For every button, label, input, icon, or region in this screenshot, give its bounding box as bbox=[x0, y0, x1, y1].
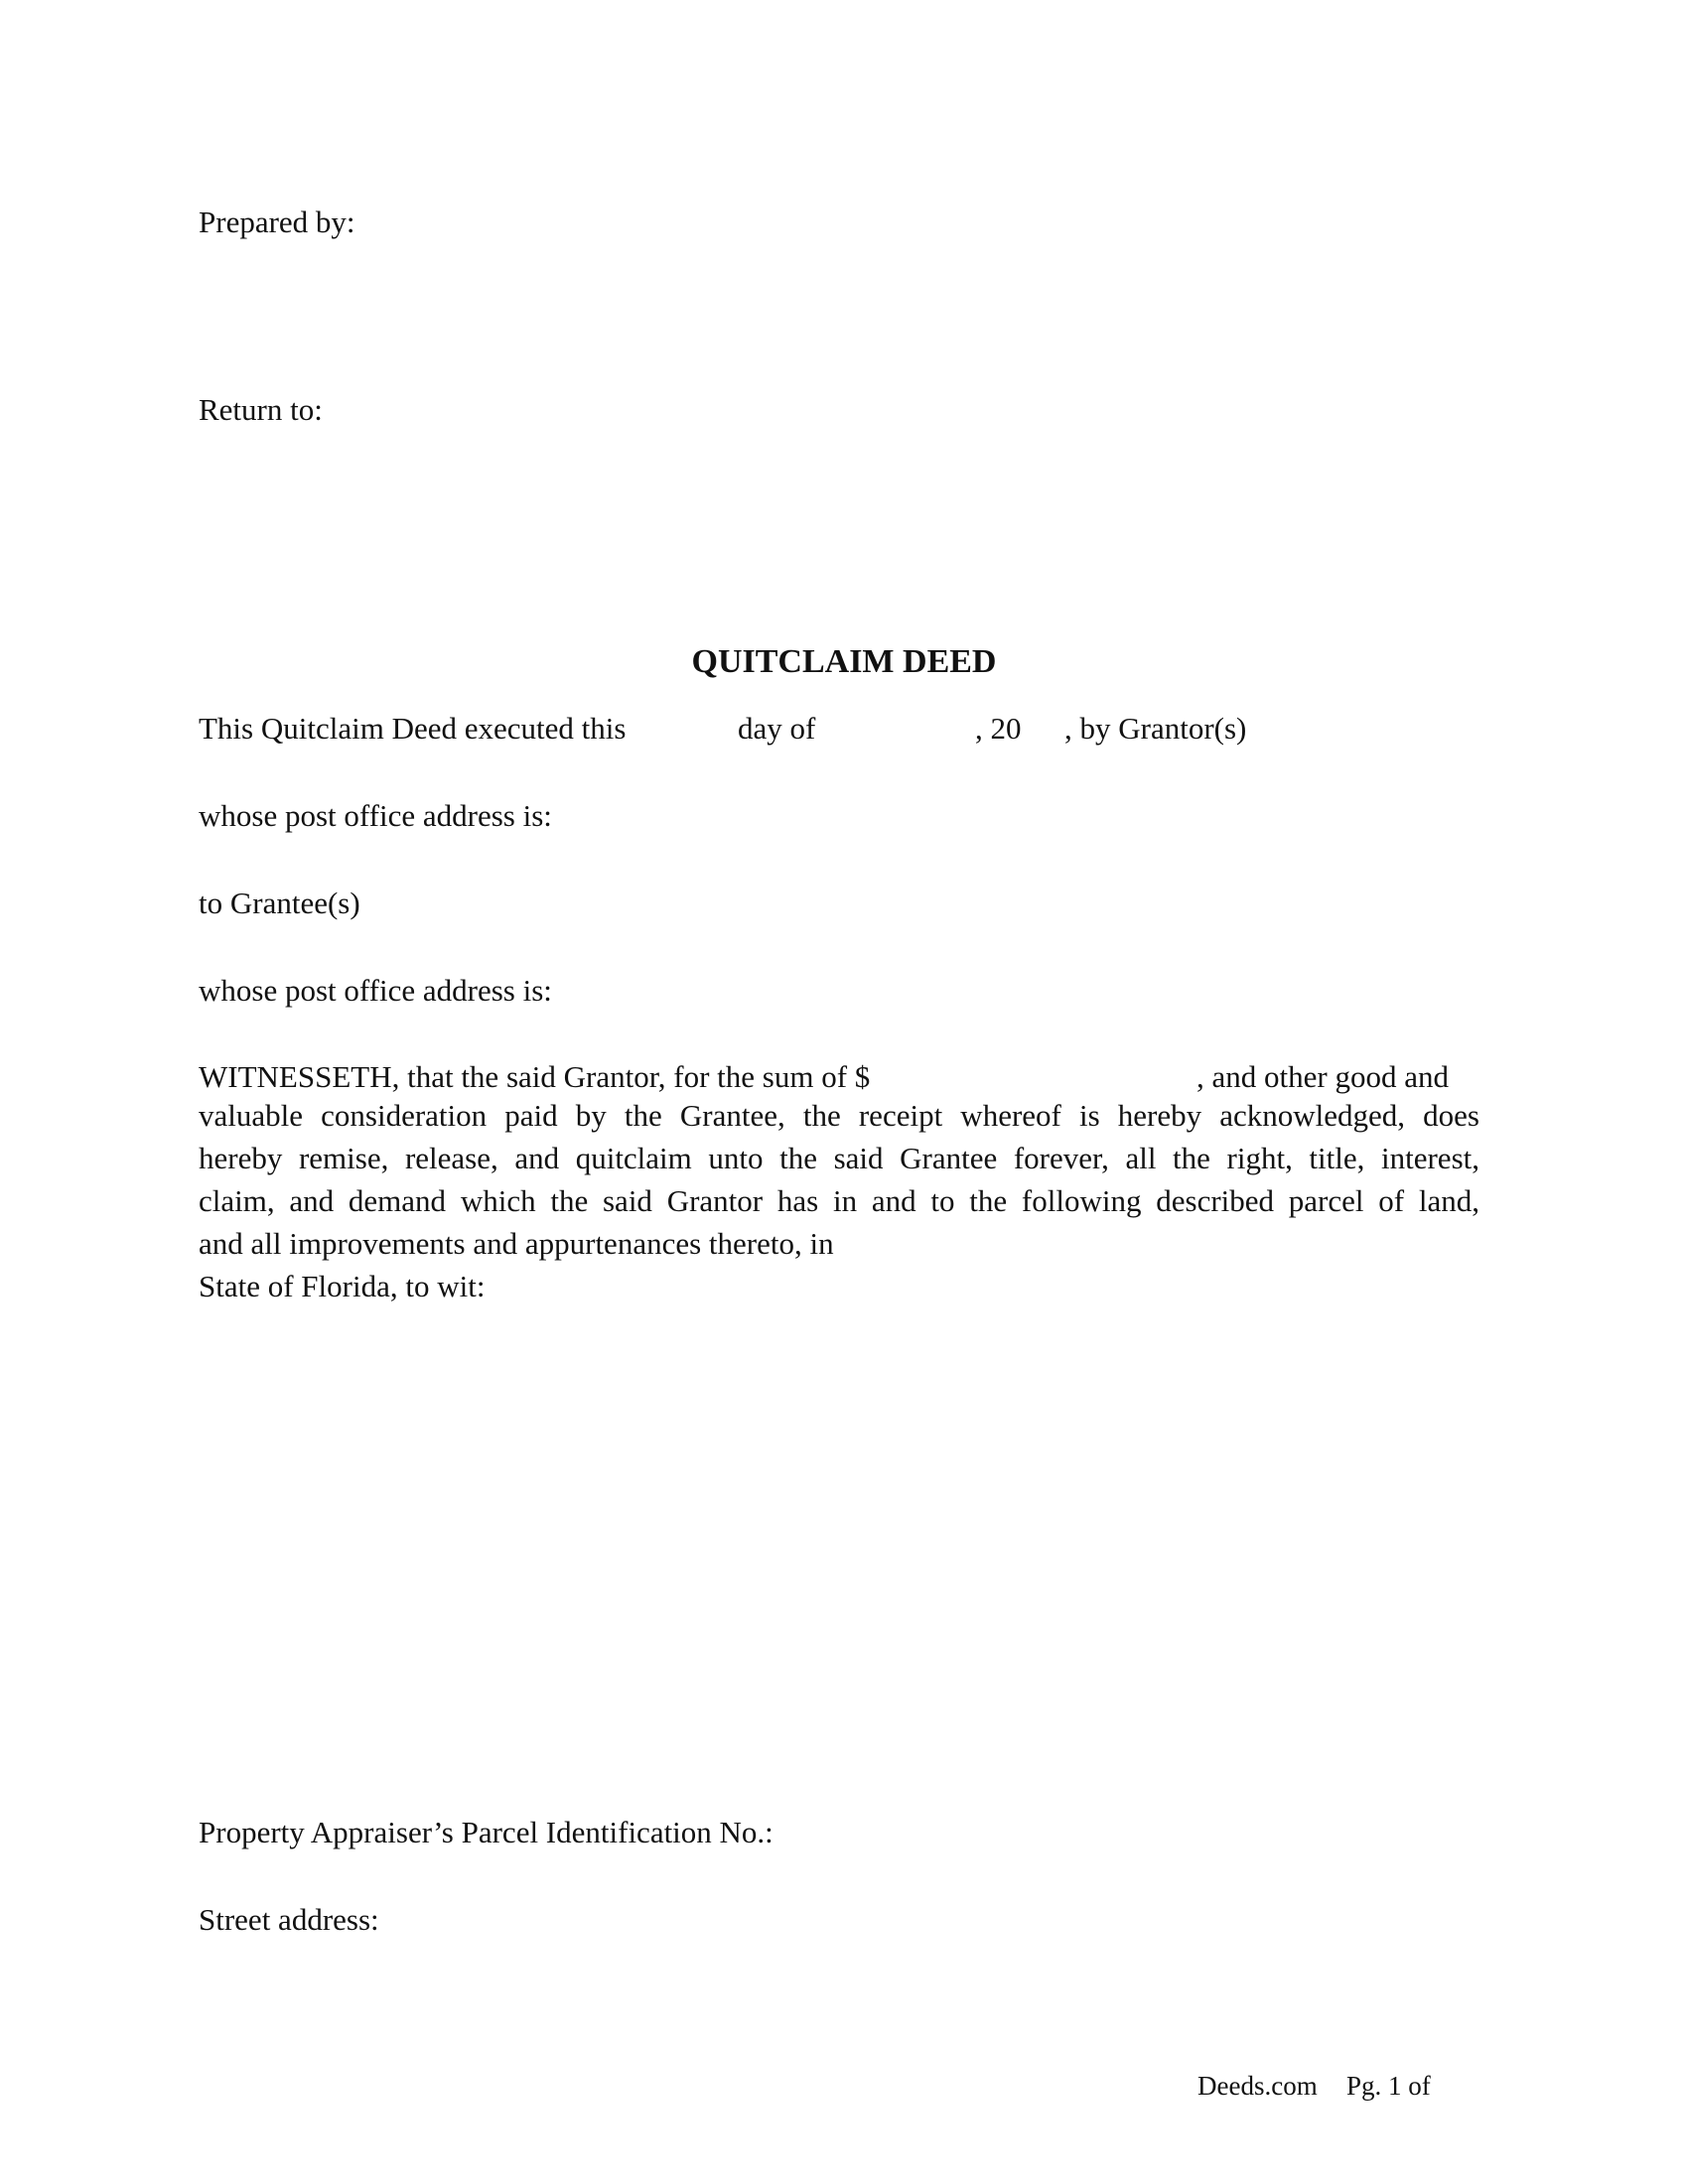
witnesseth-line-6: State of Florida, to wit: bbox=[199, 1269, 486, 1303]
grantee-label: to Grantee(s) bbox=[199, 886, 360, 920]
witnesseth-line-1a: WITNESSETH, that the said Grantor, for the sum of $ bbox=[199, 1059, 871, 1094]
execution-text-2: day of bbox=[738, 711, 816, 746]
parcel-id-label: Property Appraiser’s Parcel Identification No.: bbox=[199, 1815, 774, 1849]
witnesseth-line-3: hereby remise, release, and quitclaim unto the said Grantee forever, all the right, title, interest, bbox=[199, 1141, 1479, 1175]
street-address-label: Street address: bbox=[199, 1902, 379, 1937]
grantee-address-label: whose post office address is: bbox=[199, 973, 552, 1008]
footer-site: Deeds.com bbox=[1197, 2071, 1318, 2101]
execution-text-1: This Quitclaim Deed executed this bbox=[199, 711, 627, 746]
witnesseth-line-2: valuable consideration paid by the Grantee, the receipt whereof is hereby acknowledged, does bbox=[199, 1098, 1479, 1133]
witnesseth-line-1b: , and other good and bbox=[1196, 1059, 1449, 1094]
footer-page-number: Pg. 1 of bbox=[1346, 2071, 1431, 2101]
return-to-label: Return to: bbox=[199, 392, 323, 427]
grantor-address-label: whose post office address is: bbox=[199, 798, 552, 833]
document-title: QUITCLAIM DEED bbox=[691, 643, 997, 680]
witnesseth-line-4: claim, and demand which the said Grantor has in and to the following described parcel of land, bbox=[199, 1183, 1479, 1218]
execution-text-3: , 20 bbox=[975, 711, 1022, 746]
execution-text-4: , by Grantor(s) bbox=[1064, 711, 1247, 746]
witnesseth-body bbox=[199, 1094, 1479, 1307]
prepared-by-label: Prepared by: bbox=[199, 205, 355, 239]
witnesseth-line-5: and all improvements and appurtenances thereto, in bbox=[199, 1226, 834, 1261]
